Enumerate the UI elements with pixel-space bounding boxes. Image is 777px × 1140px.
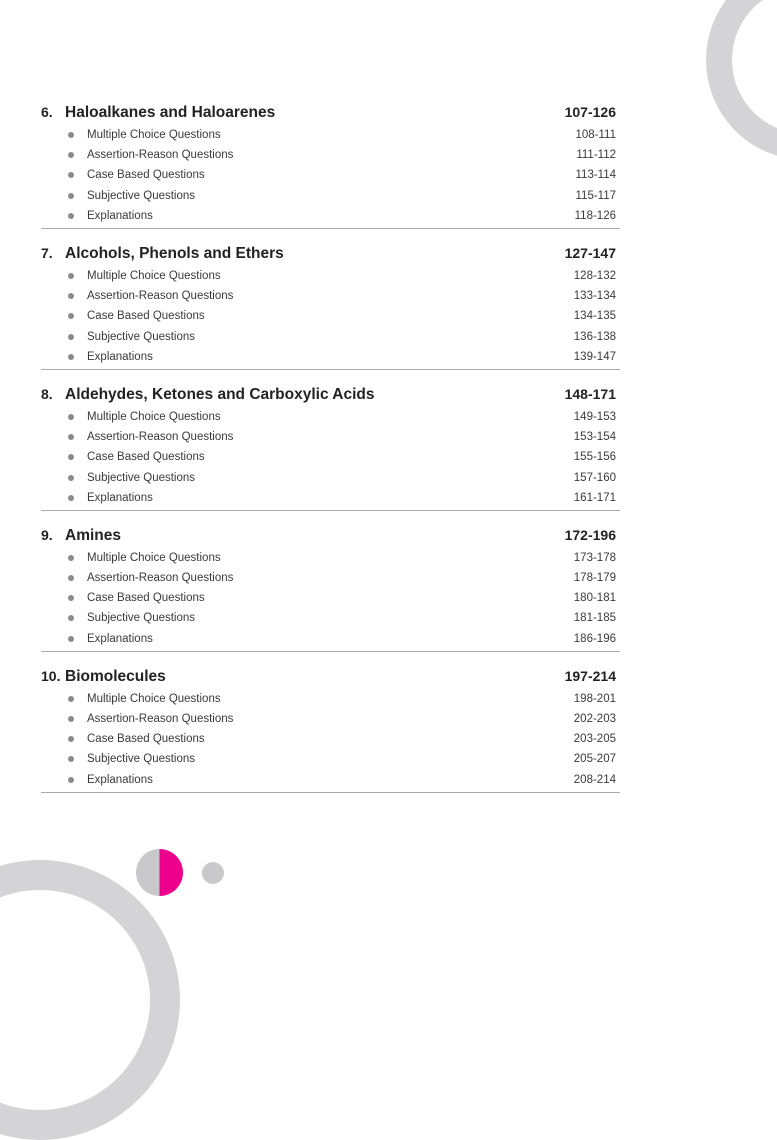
toc-entry[interactable] <box>41 266 620 286</box>
chapter-heading[interactable] <box>41 664 620 688</box>
entry-label: Subjective Questions <box>87 189 196 202</box>
entry-label: Subjective Questions <box>87 330 196 343</box>
decorative-ring-bottom <box>0 860 180 1140</box>
toc-entry[interactable] <box>41 407 620 427</box>
entry-page-range: 153-154 <box>573 431 616 444</box>
bullet-icon <box>68 595 74 601</box>
bullet-icon <box>68 152 74 158</box>
entry-page-range: 180-181 <box>573 592 616 605</box>
entry-page-range: 136-138 <box>573 330 616 343</box>
chapter-page-range: 197-214 <box>564 667 616 684</box>
toc-entry[interactable] <box>41 588 620 608</box>
entry-label: Case Based Questions <box>87 592 205 605</box>
chapter-title: Aldehydes, Ketones and Carboxylic Acids <box>65 385 375 403</box>
entry-label: Multiple Choice Questions <box>87 270 221 283</box>
toc-entry[interactable] <box>41 145 620 165</box>
entry-page-range: 161-171 <box>573 491 616 504</box>
entry-page-range: 203-205 <box>573 733 616 746</box>
entry-label: Case Based Questions <box>87 169 205 182</box>
entry-label: Multiple Choice Questions <box>87 129 221 142</box>
entry-label: Explanations <box>87 773 153 786</box>
bullet-icon <box>68 213 74 219</box>
entry-label: Subjective Questions <box>87 753 196 766</box>
bullet-icon <box>68 172 74 178</box>
entry-label: Case Based Questions <box>87 310 205 323</box>
entry-page-range: 115-117 <box>575 189 616 202</box>
entry-page-range: 173-178 <box>573 551 616 564</box>
chapter-page-range: 172-196 <box>564 526 616 543</box>
entry-label: Explanations <box>87 209 153 222</box>
entry-label: Assertion-Reason Questions <box>87 290 234 303</box>
bullet-icon <box>68 132 74 138</box>
chapter-heading[interactable] <box>41 523 620 547</box>
chapter-number: 6. <box>41 104 53 120</box>
entry-label: Subjective Questions <box>87 612 196 625</box>
entry-label: Multiple Choice Questions <box>87 692 221 705</box>
entry-label: Subjective Questions <box>87 471 196 484</box>
entry-label: Explanations <box>87 632 153 645</box>
toc-entry[interactable] <box>41 347 620 367</box>
entry-page-range: 118-126 <box>574 209 616 222</box>
entry-page-range: 108-111 <box>575 129 616 142</box>
bullet-icon <box>68 334 74 340</box>
entry-page-range: 208-214 <box>573 773 616 786</box>
bullet-icon <box>68 777 74 783</box>
toc-entry[interactable] <box>41 689 620 709</box>
chapter-8 <box>41 382 620 511</box>
bullet-icon <box>68 756 74 762</box>
entry-page-range: 113-114 <box>575 169 616 182</box>
entry-page-range: 181-185 <box>573 612 616 625</box>
bullet-icon <box>68 696 74 702</box>
toc-entry[interactable] <box>41 749 620 769</box>
chapter-10 <box>41 664 620 793</box>
bullet-icon <box>68 454 74 460</box>
toc-entry[interactable] <box>41 729 620 749</box>
bullet-icon <box>68 354 74 360</box>
bullet-icon <box>68 495 74 501</box>
bullet-icon <box>68 293 74 299</box>
entry-page-range: 157-160 <box>573 471 616 484</box>
chapter-page-range: 148-171 <box>564 385 616 402</box>
entry-page-range: 205-207 <box>573 753 616 766</box>
bullet-icon <box>68 615 74 621</box>
chapter-6 <box>41 100 620 229</box>
entry-label: Case Based Questions <box>87 733 205 746</box>
bullet-icon <box>68 575 74 581</box>
bullet-icon <box>68 716 74 722</box>
entry-label: Multiple Choice Questions <box>87 551 221 564</box>
toc-entry[interactable] <box>41 186 620 206</box>
toc-entry[interactable] <box>41 467 620 487</box>
chapter-title: Haloalkanes and Haloarenes <box>65 104 276 121</box>
chapter-page-range: 127-147 <box>564 244 616 261</box>
chapter-number: 8. <box>41 385 53 402</box>
toc-entry[interactable] <box>41 488 620 508</box>
toc-entry[interactable] <box>41 629 620 649</box>
bullet-icon <box>68 414 74 420</box>
entry-page-range: 111-112 <box>576 149 616 162</box>
toc-entry[interactable] <box>41 206 620 226</box>
bullet-icon <box>68 475 74 481</box>
toc-entry[interactable] <box>41 306 620 326</box>
chapter-heading[interactable] <box>41 241 620 265</box>
bullet-icon <box>68 636 74 642</box>
toc-entry[interactable] <box>41 125 620 145</box>
entry-label: Assertion-Reason Questions <box>87 572 234 585</box>
entry-page-range: 133-134 <box>573 290 616 303</box>
table-of-contents <box>41 100 620 805</box>
bullet-icon <box>68 313 74 319</box>
toc-entry[interactable] <box>41 427 620 447</box>
entry-label: Assertion-Reason Questions <box>87 149 234 162</box>
toc-entry[interactable] <box>41 165 620 185</box>
toc-entry[interactable] <box>41 548 620 568</box>
entry-page-range: 128-132 <box>573 270 616 283</box>
chapter-title: Biomolecules <box>65 667 166 685</box>
toc-entry[interactable] <box>41 709 620 729</box>
toc-entry[interactable] <box>41 286 620 306</box>
chapter-heading[interactable] <box>41 382 620 406</box>
chapter-number: 9. <box>41 526 53 543</box>
bullet-icon <box>68 273 74 279</box>
entry-page-range: 198-201 <box>573 692 616 705</box>
toc-entry[interactable] <box>41 608 620 628</box>
decorative-dot <box>202 862 224 884</box>
entry-label: Multiple Choice Questions <box>87 410 221 423</box>
chapter-page-range: 107-126 <box>564 104 616 120</box>
entry-label: Explanations <box>87 491 153 504</box>
entry-page-range: 134-135 <box>573 310 616 323</box>
entry-page-range: 149-153 <box>573 410 616 423</box>
chapter-title: Alcohols, Phenols and Ethers <box>65 244 284 262</box>
bullet-icon <box>68 193 74 199</box>
entry-label: Explanations <box>87 350 153 363</box>
chapter-7 <box>41 241 620 370</box>
toc-entry[interactable] <box>41 770 620 790</box>
toc-entry[interactable] <box>41 568 620 588</box>
entry-page-range: 139-147 <box>573 350 616 363</box>
toc-entry[interactable] <box>41 327 620 347</box>
toc-entry[interactable] <box>41 447 620 467</box>
entry-label: Assertion-Reason Questions <box>87 431 234 444</box>
entry-page-range: 155-156 <box>573 451 616 464</box>
bullet-icon <box>68 434 74 440</box>
entry-label: Assertion-Reason Questions <box>87 713 234 726</box>
chapter-9 <box>41 523 620 652</box>
entry-page-range: 202-203 <box>573 713 616 726</box>
entry-page-range: 178-179 <box>573 572 616 585</box>
bullet-icon <box>68 555 74 561</box>
entry-label: Case Based Questions <box>87 451 205 464</box>
entry-page-range: 186-196 <box>573 632 616 645</box>
chapter-title: Amines <box>65 526 121 544</box>
decorative-half-circle <box>136 849 183 896</box>
bullet-icon <box>68 736 74 742</box>
decorative-ring-top <box>706 0 777 160</box>
chapter-heading[interactable] <box>41 100 620 124</box>
chapter-number: 7. <box>41 244 53 261</box>
chapter-number: 10. <box>41 667 61 684</box>
